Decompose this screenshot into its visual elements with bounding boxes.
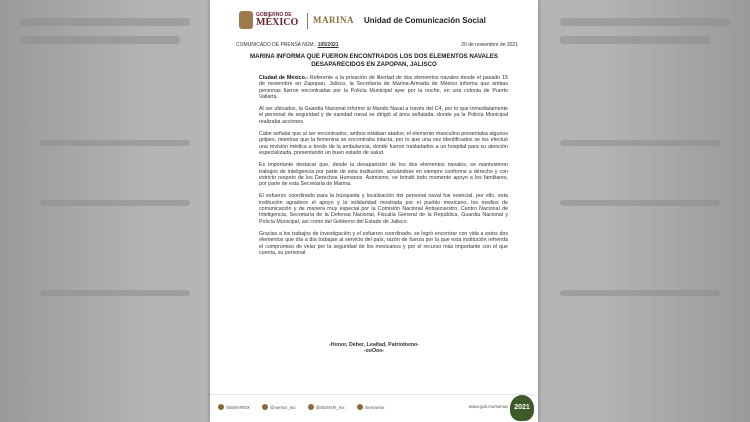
social-handle: /semarmx (364, 404, 385, 410)
closing (210, 342, 538, 355)
anniversary-badge (510, 395, 534, 421)
press-date: 20 de noviembre de 2021 (461, 42, 518, 48)
twitter-icon (262, 404, 268, 410)
instagram-icon (308, 404, 314, 410)
document-footer (210, 394, 538, 422)
social-handle: /SEMARMX (226, 404, 251, 410)
header-divider (307, 13, 308, 29)
unit-title: Unidad de Comunicación Social (364, 16, 486, 25)
gobierno-mexico-logo (239, 11, 298, 29)
dateline: Ciudad de México.- (259, 75, 309, 81)
paragraph-1-text: Referente a la privación de libertad de dos elementos navales desde el pasado 15 de noviembre en Zapopan, Jalisco, la Secretaría de Marina-Armada de México informa que ambas personas fueron encontradas por la Policía Municipal ayer por la noche, en una colonia de Puerto Vallarta. (259, 75, 508, 100)
press-label: COMUNICADO DE PRENSA NÚM.: (236, 42, 317, 48)
blur-line (560, 18, 730, 26)
facebook-icon (218, 404, 224, 410)
end-mark: -ooOoo- (363, 348, 385, 355)
website-link[interactable]: www.gob.mx/semar (468, 404, 508, 409)
social-facebook[interactable] (218, 404, 250, 410)
press-number: 105/2021 (317, 42, 339, 48)
press-body (259, 75, 508, 262)
marina-logo: MARINA (313, 15, 354, 25)
paragraph-3: Cabe señalar que al ser encontrados, ambos estaban atados; el elemento masculino presentaba algunos golpes, mientras que la femenina se encontraba intacta, por lo que una vez identificados se les efectuó una revisión médica a bordo de la ambulancia, donde fueron trasladados a un hospital para su atención especializada, presentando un buen estado de salud. (259, 131, 508, 156)
press-title: MARINA INFORMA QUE FUERON ENCONTRADOS LOS DOS ELEMENTOS NAVALES DESAPARECIDOS EN ZAPOPAN, JALISCO (249, 53, 499, 68)
paragraph-1 (259, 75, 508, 100)
social-handle: @semar_mx (270, 404, 296, 410)
youtube-icon (357, 404, 363, 410)
social-twitter[interactable] (262, 404, 296, 410)
social-links (218, 404, 396, 410)
press-release-document (210, 0, 538, 422)
logo-line2: MÉXICO (256, 17, 299, 28)
blur-line (560, 36, 710, 44)
blur-line (40, 200, 190, 206)
social-handle: @SEMAR_mx (315, 404, 345, 410)
blur-line (40, 140, 190, 146)
blur-line (560, 200, 720, 206)
paragraph-5: El esfuerzo coordinado para la búsqueda y localización del personal naval fue esencial, por ello, esta institución agradece el apoyo y la solidaridad mostrada por el pueblo mexicano, los medios de comunicación y de manera muy especial por la Comisión Nacional Antisecuestro, Centro Nacional de Inteligencia, Secretaría de la Defensa Nacional, Fiscalía General de la República, Guardia Nacional y Policía Municipal, así como del Gobierno del Estado de Jalisco. (259, 193, 508, 225)
paragraph-4: Es importante destacar que, desde la desaparición de los dos elementos navales, se mantuvieron trabajos de inteligencia por parte de esta institución, actuándose en siempre conforme a derecho y con estricto respeto de los Derechos Humanos. Asimismo, se brindó todo momento apoyo a los familiares, por parte de esta Secretaría de Marina. (259, 162, 508, 188)
paragraph-6: Gracias a los trabajos de investigación y el esfuerzo coordinado, se logró encontrar con vida a estos dos elementos que día a día trabajan al servicio del país, razón de fuerza por la que esta institución refrenda el compromiso de velar por la seguridad de los mexicanos y por el recurso más importante con el que cuenta, su personal. (259, 230, 508, 256)
document-header (226, 11, 528, 33)
motto: -Honor, Deber, Lealtad, Patriotismo- (328, 342, 420, 348)
social-instagram[interactable] (308, 404, 345, 410)
eagle-icon (239, 11, 253, 29)
blur-line (20, 36, 180, 44)
logo-line1: GOBIERNO DE (256, 12, 292, 18)
paragraph-2: Al ser ubicados, la Guardia Nacional informó al Mando Naval a través del C4, por lo que inmediatamente el personal de seguridad y de sanidad naval se dirigió al área señalada, donde ya la Policía Municipal realizaba acciones. (259, 106, 508, 125)
blur-line (40, 290, 190, 296)
badge-year: 2021 (514, 404, 530, 411)
blur-line (560, 140, 720, 146)
social-youtube[interactable] (357, 404, 385, 410)
blur-line (20, 18, 190, 26)
blur-line (560, 290, 720, 296)
